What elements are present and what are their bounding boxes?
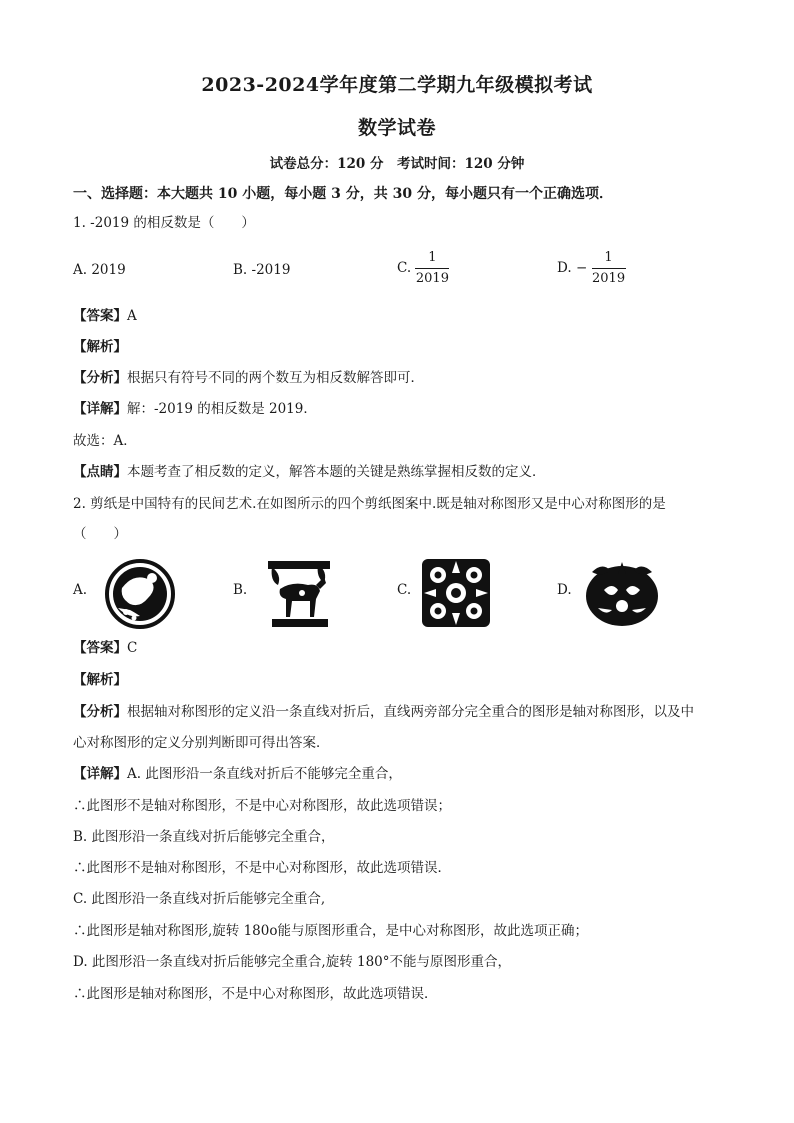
fraction-bar — [592, 268, 626, 269]
dianjing-text: 本题考查了相反数的定义，解答本题的关键是熟练掌握相反数的定义． — [127, 464, 546, 480]
q2-option-a: A. — [73, 582, 88, 598]
section-heading: 一、选择题：本大题共 10 小题，每小题 3 分，共 30 分，每小题只有一个正确选项． — [73, 186, 613, 202]
q2-fenxi — [73, 703, 694, 721]
q2-option-d: D. — [557, 582, 572, 598]
jiexi-tag: 【解析】 — [73, 672, 127, 688]
answer-tag: 【答案】 — [73, 640, 127, 656]
q1-option-c — [397, 250, 449, 287]
q1-option-d — [557, 250, 626, 287]
q2-option-c: C. — [397, 582, 412, 598]
q1-option-c-label: C. — [397, 260, 412, 276]
fenxi-text: 根据只有符号不同的两个数互为相反数解答即可． — [127, 370, 424, 386]
exam-title: 2023-2024学年度第二学期九年级模拟考试 — [201, 74, 593, 96]
xiangjie-text: 解：-2019 的相反数是 2019． — [127, 401, 317, 417]
q2-option-b: B. — [233, 582, 248, 598]
q2-xiangjie-line: ∴此图形是轴对称图形,旋转 180o能与原图形重合，是中心对称图形，故此选项正确； — [73, 923, 588, 939]
papercut-c-image — [420, 557, 492, 629]
q1-option-c-fraction — [415, 250, 449, 287]
dianjing-tag: 【点睛】 — [73, 464, 127, 480]
q2-xiangjie-line: ∴此图形不是轴对称图形，不是中心对称图形，故此选项错误； — [73, 798, 451, 814]
q1-stem: 1. -2019 的相反数是（ ） — [73, 215, 255, 231]
q2-xiangjie-line: D. 此图形沿一条直线对折后能够完全重合,旋转 180°不能与原图形重合， — [73, 954, 512, 970]
q2-xiangjie-line: C. 此图形沿一条直线对折后能够完全重合, — [73, 891, 326, 907]
q1-option-c-denominator: 2019 — [415, 271, 449, 286]
q1-option-d-fraction — [592, 250, 626, 287]
q2-xiangjie-line: ∴此图形是轴对称图形，不是中心对称图形，故此选项错误． — [73, 986, 438, 1002]
exam-meta: 试卷总分：120 分 考试时间：120 分钟 — [269, 156, 525, 172]
xiangjie-tag: 【详解】 — [73, 401, 127, 417]
q1-option-d-numerator: 1 — [604, 250, 613, 265]
q2-stem-line2: （ ） — [73, 526, 127, 542]
xiangjie-line: A. 此图形沿一条直线对折后不能够完全重合， — [127, 766, 402, 782]
q1-option-b: B. -2019 — [233, 262, 291, 278]
q1-option-a: A. 2019 — [73, 262, 126, 278]
q1-dianjing — [73, 463, 546, 481]
q1-option-d-denominator: 2019 — [592, 271, 626, 286]
q1-xiangjie — [73, 400, 317, 418]
jiexi-tag: 【解析】 — [73, 339, 127, 355]
xiangjie-tag: 【详解】 — [73, 766, 127, 782]
exam-subtitle: 数学试卷 — [357, 117, 436, 139]
q1-jiexi — [73, 338, 127, 356]
q1-option-d-label: D. — [557, 260, 572, 276]
q1-option-c-numerator: 1 — [428, 250, 437, 265]
q2-xiangjie — [73, 765, 402, 783]
fraction-bar — [415, 268, 449, 269]
answer-value: A — [127, 308, 137, 324]
papercut-d-image — [582, 556, 662, 628]
q1-answer — [73, 307, 137, 325]
q1-option-d-sign: − — [575, 260, 588, 276]
q1-fenxi — [73, 369, 424, 387]
fenxi-tag: 【分析】 — [73, 370, 127, 386]
papercut-b-image — [262, 555, 336, 631]
answer-value: C — [127, 640, 138, 656]
q2-fenxi-line2: 心对称图形的定义分别判断即可得出答案． — [73, 735, 330, 751]
q2-xiangjie-line: ∴此图形不是轴对称图形，不是中心对称图形，故此选项错误． — [73, 860, 451, 876]
q1-guxuan: 故选：A． — [73, 433, 137, 449]
answer-tag: 【答案】 — [73, 308, 127, 324]
q2-jiexi — [73, 671, 127, 689]
fenxi-text: 根据轴对称图形的定义沿一条直线对折后，直线两旁部分完全重合的图形是轴对称图形，以及中 — [127, 704, 694, 720]
q2-xiangjie-line: B. 此图形沿一条直线对折后能够完全重合， — [73, 829, 335, 845]
fenxi-tag: 【分析】 — [73, 704, 127, 720]
q2-stem-line1: 2. 剪纸是中国特有的民间艺术.在如图所示的四个剪纸图案中.既是轴对称图形又是中心对称图形的是 — [73, 496, 666, 512]
q2-answer — [73, 639, 137, 657]
papercut-a-image — [104, 558, 176, 630]
